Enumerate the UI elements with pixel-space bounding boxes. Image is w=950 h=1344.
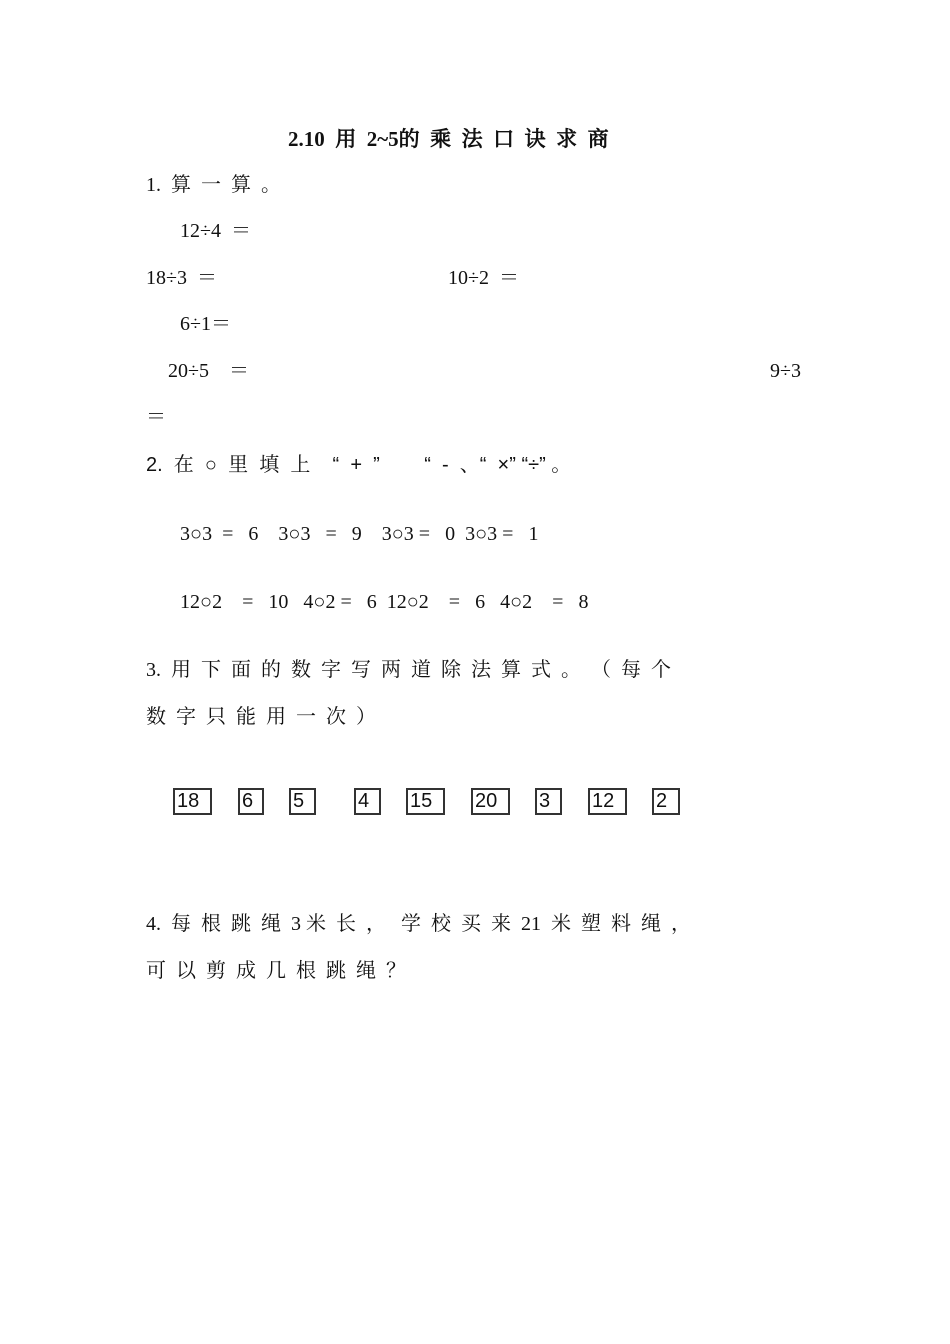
- q1-item-6-equals: ＝: [146, 406, 166, 428]
- number-box: 12: [588, 788, 627, 815]
- q1-item-1: 12÷4 ＝: [180, 220, 251, 242]
- q2-heading: 2. 在 ○ 里 填 上 “ + ” “ - 、“ ×” “÷” 。: [146, 454, 572, 476]
- page-title: 2.10 用 2~5的 乘 法 口 诀 求 商: [288, 127, 609, 151]
- q4-line-1: 4. 每 根 跳 绳 3 米 长 ， 学 校 买 来 21 米 塑 料 绳 ，: [146, 913, 691, 935]
- q3-line-2: 数 字 只 能 用 一 次 ）: [146, 706, 376, 728]
- number-box: 3: [535, 788, 562, 815]
- q1-item-2: 18÷3 ＝: [146, 267, 217, 289]
- number-box: 4: [354, 788, 381, 815]
- q1-item-4: 6÷1＝: [180, 313, 231, 335]
- number-box: 20: [471, 788, 510, 815]
- number-box: 6: [238, 788, 264, 815]
- q1-item-6: 9÷3: [770, 360, 801, 382]
- number-box: 2: [652, 788, 680, 815]
- q2-row-1: 3○3 = 6 3○3 = 9 3○3 = 0 3○3 = 1: [180, 523, 539, 545]
- number-box: 15: [406, 788, 445, 815]
- q2-row-2: 12○2 = 10 4○2 = 6 12○2 = 6 4○2 = 8: [180, 591, 589, 613]
- q1-item-3: 10÷2 ＝: [448, 267, 519, 289]
- q1-heading: 1. 算 一 算 。: [146, 174, 281, 196]
- q4-line-2: 可 以 剪 成 几 根 跳 绳 ？: [146, 960, 406, 982]
- q1-item-5: 20÷5 ＝: [168, 360, 249, 382]
- q3-line-1: 3. 用 下 面 的 数 字 写 两 道 除 法 算 式 。 （ 每 个: [146, 659, 671, 681]
- number-box: 18: [173, 788, 212, 815]
- number-box: 5: [289, 788, 316, 815]
